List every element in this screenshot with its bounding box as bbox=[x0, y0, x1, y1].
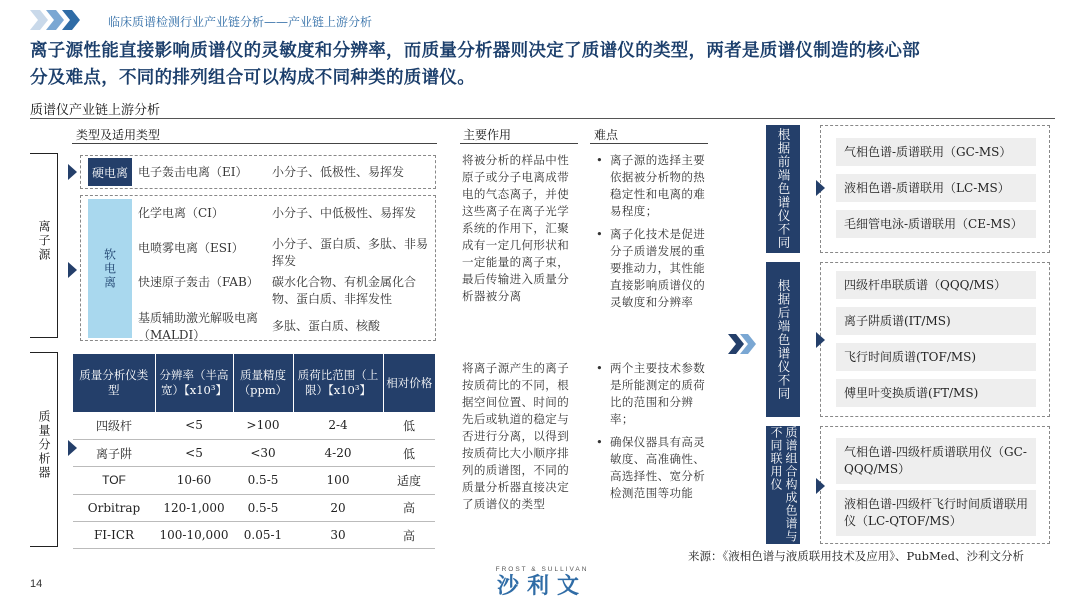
section-title: 质谱仪产业链上游分析 bbox=[30, 103, 161, 118]
table-cell: <5 bbox=[155, 439, 233, 466]
page-number: 14 bbox=[30, 578, 43, 590]
headline-line-2: 分及难点，不同的排列组合可以构成不同种类的质谱仪。 bbox=[30, 68, 475, 88]
soft-ionization-tag bbox=[88, 199, 132, 338]
table-cell: 100 bbox=[293, 467, 383, 494]
table-cell: 30 bbox=[293, 522, 383, 549]
list-item: 气相色谱-四级杆质谱联用仪（GC-QQQ/MS） bbox=[836, 438, 1036, 484]
table-cell: <30 bbox=[233, 439, 293, 466]
table-cell: 4-20 bbox=[293, 439, 383, 466]
table-cell: 20 bbox=[293, 494, 383, 521]
difficulty-mass-list bbox=[594, 360, 710, 508]
table-cell: 0.5-5 bbox=[233, 467, 293, 494]
section-divider bbox=[30, 118, 1055, 119]
front-chromatograph-label: 根据前端色谱仪不同 bbox=[766, 125, 800, 253]
table-row bbox=[73, 494, 435, 521]
table-header-cell: 分辨率（半高宽）【x10³】 bbox=[155, 354, 233, 412]
soft-use-2: 碳水化合物、有机金属化合物、蛋白质、非挥发性 bbox=[272, 275, 417, 306]
ion-source-label: 离子源 bbox=[37, 220, 51, 262]
back-chromatograph-label: 根据后端色谱仪不同 bbox=[766, 262, 800, 417]
table-cell: 高 bbox=[383, 494, 435, 521]
flow-chevron-icon bbox=[728, 334, 756, 354]
table-cell: 10-60 bbox=[155, 467, 233, 494]
table-cell: TOF bbox=[73, 467, 155, 494]
soft-method-3: 基质辅助激光解吸电离（MALDI） bbox=[138, 311, 259, 342]
table-cell: 四级杆 bbox=[73, 412, 155, 439]
list-item: 四级杆串联质谱（QQQ/MS） bbox=[836, 271, 1036, 299]
logo-subtitle: FROST & SULLIVAN bbox=[495, 566, 589, 573]
table-header-cell: 质量分析仪类型 bbox=[73, 354, 155, 412]
table-row bbox=[73, 439, 435, 466]
table-cell: 100-10,000 bbox=[155, 522, 233, 549]
header-title: 临床质谱检测行业产业链分析——产业链上游分析 bbox=[108, 15, 373, 29]
list-item: • 离子源的选择主要依据被分析物的热稳定性和电离的难易程度； bbox=[594, 152, 710, 220]
table-cell: 2-4 bbox=[293, 412, 383, 439]
list-item: 离子阱质谱(IT/MS) bbox=[836, 307, 1036, 335]
mass-analyzer-table bbox=[73, 354, 435, 549]
type-column-header: 类型及适用类型 bbox=[76, 128, 161, 142]
role-column-header: 主要作用 bbox=[463, 128, 512, 142]
group-arrow-icon bbox=[816, 478, 825, 494]
group-arrow-icon bbox=[816, 332, 825, 348]
table-cell: 低 bbox=[383, 412, 435, 439]
table-row bbox=[73, 467, 435, 494]
headline-line-1: 离子源性能直接影响质谱仪的灵敏度和分辨率，而质量分析器则决定了质谱仪的类型，两者是质谱仪制造的核心部 bbox=[30, 41, 920, 61]
frost-sullivan-logo bbox=[482, 566, 602, 602]
list-item: 气相色谱-质谱联用（GC-MS） bbox=[836, 138, 1036, 166]
role-mass-analyzer: 将离子源产生的离子按质荷比的不同，根据空间位置、时间的先后或轨道的稳定与否进行分离，以得到按质荷比大小顺序排列的质谱图，不同的质量分析器直接决定了质谱仪的类型 bbox=[462, 361, 570, 511]
soft-use-3: 多肽、蛋白质、核酸 bbox=[272, 319, 381, 333]
hard-ionization-arrow-icon bbox=[68, 164, 77, 180]
soft-use-1: 小分子、蛋白质、多肽、非易挥发 bbox=[272, 237, 429, 268]
soft-ionization-label: 软电离 bbox=[102, 247, 117, 290]
soft-use-0: 小分子、中低极性、易挥发 bbox=[272, 206, 417, 220]
difficulty-ion-list bbox=[594, 152, 710, 317]
list-item: • 两个主要技术参数是所能测定的质荷比的范围和分辨率； bbox=[594, 360, 710, 428]
table-cell: FI-ICR bbox=[73, 522, 155, 549]
list-item: 液相色谱-质谱联用（LC-MS） bbox=[836, 174, 1036, 202]
logo-main: 沙利文 bbox=[496, 573, 587, 599]
list-item: 毛细管电泳-质谱联用（CE-MS） bbox=[836, 210, 1036, 238]
table-header-row bbox=[73, 354, 435, 412]
list-item: 液相色谱-四级杆飞行时间质谱联用仪（LC-QTOF/MS） bbox=[836, 490, 1036, 536]
table-header-cell: 相对价格 bbox=[383, 354, 435, 412]
group-arrow-icon bbox=[816, 180, 825, 196]
table-cell: Orbitrap bbox=[73, 494, 155, 521]
mass-analyzer-label: 质量分析器 bbox=[37, 410, 51, 480]
soft-method-1: 电喷雾电离（ESI） bbox=[138, 241, 244, 255]
soft-ionization-arrow-icon bbox=[68, 262, 77, 278]
table-cell: 离子阱 bbox=[73, 439, 155, 466]
header-chevron-icon bbox=[30, 10, 90, 30]
hard-ionization-method: 电子轰击电离（EI） bbox=[138, 165, 248, 179]
type-column-rule bbox=[72, 143, 437, 144]
table-row bbox=[73, 522, 435, 549]
table-cell: 120-1,000 bbox=[155, 494, 233, 521]
table-cell: 高 bbox=[383, 522, 435, 549]
page-headline bbox=[30, 38, 1060, 92]
role-ion-source: 将被分析的样品中性原子或分子电离成带电的气态离子，并使这些离子在离子光学系统的作用下，汇聚成有一定几何形状和一定能量的离子束，最后传输进入质量分析器被分离 bbox=[462, 153, 570, 303]
table-cell: 0.05-1 bbox=[233, 522, 293, 549]
hard-ionization-use: 小分子、低极性、易挥发 bbox=[272, 165, 405, 179]
table-cell: <5 bbox=[155, 412, 233, 439]
table-cell: 0.5-5 bbox=[233, 494, 293, 521]
list-item: • 离子化技术是促进分子质谱发展的重要推动力，其性能直接影响质谱仪的灵敏度和分辨率 bbox=[594, 226, 710, 311]
table-cell: 低 bbox=[383, 439, 435, 466]
hard-ionization-tag: 硬电离 bbox=[88, 158, 132, 186]
table-cell: >100 bbox=[233, 412, 293, 439]
table-cell: 适度 bbox=[383, 467, 435, 494]
soft-method-0: 化学电离（CI） bbox=[138, 206, 224, 220]
list-item: • 确保仪器具有高灵敏度、高准确性、高选择性、宽分析检测范围等功能 bbox=[594, 434, 710, 502]
difficulty-column-rule bbox=[590, 143, 708, 144]
table-header-cell: 质荷比范围（上限）【x10³】 bbox=[293, 354, 383, 412]
role-column-rule bbox=[460, 143, 578, 144]
list-item: 傅里叶变换质谱(FT/MS) bbox=[836, 379, 1036, 407]
table-header-cell: 质量精度（ppm） bbox=[233, 354, 293, 412]
table-row bbox=[73, 412, 435, 439]
combination-label: 质谱组合构成色谱与不同联用仪 bbox=[766, 426, 800, 544]
soft-method-2: 快速原子轰击（FAB） bbox=[138, 275, 259, 289]
difficulty-column-header: 难点 bbox=[594, 128, 619, 142]
source-note: 来源：《液相色谱与液质联用技术及应用》、PubMed、沙利文分析 bbox=[688, 549, 1024, 563]
list-item: 飞行时间质谱(TOF/MS) bbox=[836, 343, 1036, 371]
